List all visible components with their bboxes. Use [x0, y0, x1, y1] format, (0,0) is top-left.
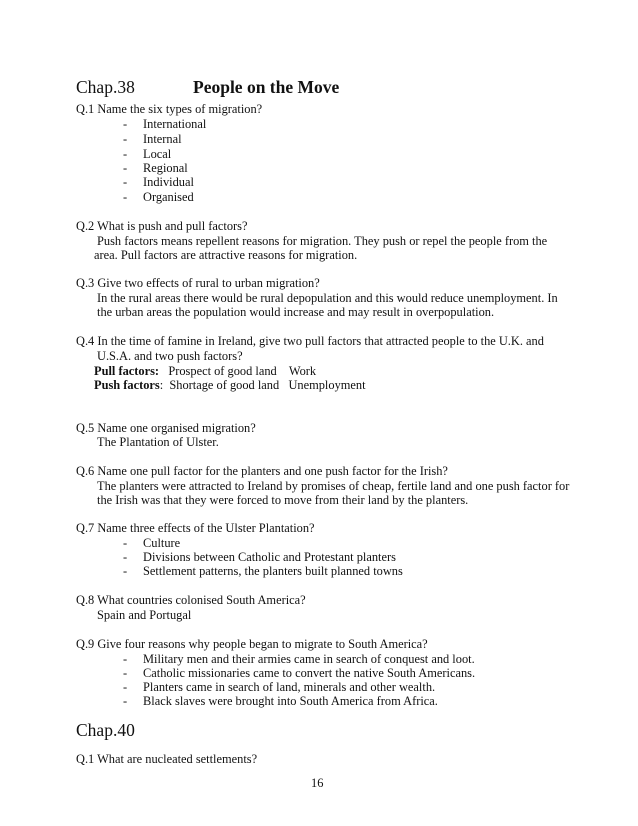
question-6: Q.6 Name one pull factor for the planters and one push factor for the Irish? [76, 464, 448, 478]
list-bullet: - [123, 564, 128, 578]
question-3: Q.3 Give two effects of rural to urban migration? [76, 276, 320, 290]
question-4-line-1: Q.4 In the time of famine in Ireland, give two pull factors that attracted people to the U.K. and [76, 334, 544, 348]
chapter-40-question-1: Q.1 What are nucleated settlements? [76, 752, 258, 766]
push-factors-label: Push factors [94, 378, 160, 392]
list-item: Local [143, 147, 172, 161]
list-bullet: - [123, 117, 128, 131]
pull-factors-label: Pull factors: [94, 364, 160, 378]
answer-2-line-1: Push factors means repellent reasons for migration. They push or repel the people from the [97, 234, 548, 248]
question-4-line-2: U.S.A. and two push factors? [97, 349, 243, 363]
list-item: Regional [143, 161, 188, 175]
answer-3-line-1: In the rural areas there would be rural depopulation and this would reduce unemployment. In [97, 291, 558, 305]
list-bullet: - [123, 680, 128, 694]
answer-6-line-2: the Irish was that they were forced to move from their land by the planters. [97, 493, 469, 507]
push-factors-row [94, 378, 366, 393]
push-factors-value: : Shortage of good land Unemployment [159, 378, 366, 392]
answer-8: Spain and Portugal [97, 608, 192, 622]
list-bullet: - [123, 147, 128, 161]
question-8: Q.8 What countries colonised South America? [76, 593, 306, 607]
list-item: Planters came in search of land, minerals and other wealth. [143, 680, 436, 694]
answer-3-line-2: the urban areas the population would increase and may result in overpopulation. [97, 305, 495, 319]
list-item: Catholic missionaries came to convert the native South Americans. [143, 666, 476, 680]
question-7: Q.7 Name three effects of the Ulster Plantation? [76, 521, 315, 535]
list-item: Individual [143, 175, 194, 189]
list-bullet: - [123, 536, 128, 550]
list-bullet: - [123, 666, 128, 680]
list-bullet: - [123, 161, 128, 175]
list-item: International [143, 117, 207, 131]
chapter-title: People on the Move [193, 77, 340, 97]
list-item: Culture [143, 536, 181, 550]
list-item: Black slaves were brought into South America from Africa. [143, 694, 438, 708]
list-bullet: - [123, 550, 128, 564]
list-item: Divisions between Catholic and Protestant planters [143, 550, 396, 564]
list-item: Settlement patterns, the planters built planned towns [143, 564, 403, 578]
question-9: Q.9 Give four reasons why people began to migrate to South America? [76, 637, 428, 651]
pull-factors-row [94, 364, 316, 379]
list-bullet: - [123, 175, 128, 189]
list-item: Military men and their armies came in search of conquest and loot. [143, 652, 475, 666]
list-bullet: - [123, 652, 128, 666]
question-2: Q.2 What is push and pull factors? [76, 219, 248, 233]
answer-6-line-1: The planters were attracted to Ireland by promises of cheap, fertile land and one push factor for [97, 479, 570, 493]
list-item: Organised [143, 190, 194, 204]
list-bullet: - [123, 694, 128, 708]
answer-5: The Plantation of Ulster. [97, 435, 219, 449]
pull-factors-value: Prospect of good land Work [168, 364, 317, 378]
list-bullet: - [123, 190, 128, 204]
page-number: 16 [311, 776, 324, 790]
list-item: Internal [143, 132, 182, 146]
question-1: Q.1 Name the six types of migration? [76, 102, 263, 116]
chapter-label: Chap.38 [76, 77, 135, 97]
list-bullet: - [123, 132, 128, 146]
question-5: Q.5 Name one organised migration? [76, 421, 256, 435]
answer-2-line-2: area. Pull factors are attractive reasons for migration. [94, 248, 358, 262]
chapter-40-label: Chap.40 [76, 720, 135, 740]
